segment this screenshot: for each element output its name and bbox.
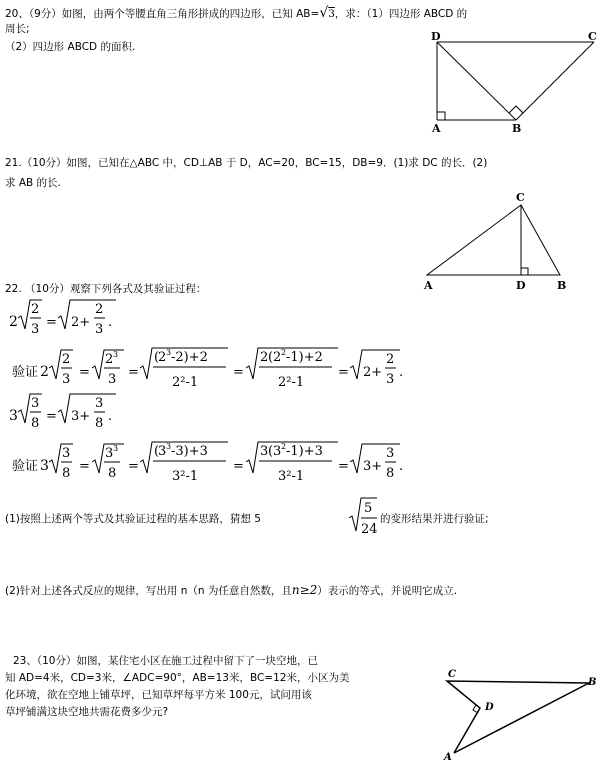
svg-text:3²-1: 3²-1 <box>172 469 199 484</box>
svg-text:3: 3 <box>166 348 172 357</box>
svg-text:(: ( <box>154 444 160 459</box>
svg-text:2: 2 <box>9 314 18 330</box>
svg-text:3: 3 <box>113 350 119 359</box>
svg-text:验证: 验证 <box>12 459 39 474</box>
q22-task1-text-a: (1)按照上述两个等式及其验证过程的基本思路，猜想 5 <box>5 513 261 525</box>
q23-label-c: C <box>448 669 456 680</box>
q21-label-d: D <box>516 279 526 292</box>
svg-text:24: 24 <box>361 522 378 537</box>
q20-label-b: B <box>512 122 522 135</box>
svg-text:2: 2 <box>260 350 269 365</box>
svg-text:3: 3 <box>108 372 117 387</box>
svg-text:8: 8 <box>31 416 40 431</box>
svg-text:2: 2 <box>281 348 287 357</box>
svg-text:.: . <box>399 459 404 474</box>
q23-label-d: D <box>485 702 494 713</box>
svg-text:2: 2 <box>95 302 104 317</box>
q21-line2: 求 AB 的长. <box>5 177 61 189</box>
svg-text:8: 8 <box>386 466 395 481</box>
q21-label-c: C <box>516 191 525 204</box>
svg-text:3: 3 <box>158 444 167 459</box>
q22-intro: 22. （10分）观察下列各式及其验证过程： <box>5 283 207 295</box>
svg-text:=: = <box>128 365 139 380</box>
svg-text:2: 2 <box>158 350 167 365</box>
svg-text:=: = <box>338 365 349 380</box>
svg-text:=: = <box>79 459 90 474</box>
svg-text:=: = <box>338 459 349 474</box>
svg-text:8: 8 <box>95 416 104 431</box>
q23-line3: 化环境，欲在空地上铺草坪，已知草坪每平方米 100元，试问用该 <box>5 689 312 701</box>
svg-text:2: 2 <box>281 442 287 451</box>
q20-line2: 周长; <box>5 23 30 35</box>
svg-text:=: = <box>46 315 57 330</box>
svg-text:8: 8 <box>62 466 71 481</box>
svg-text:-3)+3: -3)+3 <box>171 444 208 459</box>
svg-text:3: 3 <box>260 444 269 459</box>
svg-text:=: = <box>79 365 90 380</box>
svg-text:2: 2 <box>62 352 71 367</box>
svg-text:.: . <box>108 409 113 424</box>
svg-text:3: 3 <box>31 322 40 337</box>
q23-line1: 23、（10分）如图，某住宅小区在施工过程中留下了一块空地，已 <box>13 655 318 667</box>
svg-text:3: 3 <box>95 396 104 411</box>
svg-text:2+: 2+ <box>363 365 383 380</box>
q23-label-b: B <box>588 677 597 688</box>
q21-label-b: B <box>557 279 567 292</box>
svg-text:5: 5 <box>364 501 373 516</box>
svg-text:.: . <box>399 365 404 380</box>
svg-text:2: 2 <box>105 352 114 367</box>
svg-text:=: = <box>128 459 139 474</box>
q20-line1: 20、（9分）如图，由两个等腰直角三角形拼成的四边形，已知 AB=√3，求：（1）四边形 ABCD 的 <box>5 5 468 21</box>
q23-line4: 草坪铺满这块空地共需花费多少元? <box>5 706 169 718</box>
svg-text:2²-1: 2²-1 <box>278 375 305 390</box>
svg-text:3²-1: 3²-1 <box>278 469 305 484</box>
q20-label-a: A <box>432 122 441 135</box>
svg-text:3: 3 <box>31 396 40 411</box>
svg-text:=: = <box>233 365 244 380</box>
svg-text:=: = <box>233 459 244 474</box>
svg-text:-1)+2: -1)+2 <box>286 350 323 365</box>
svg-text:2: 2 <box>31 302 40 317</box>
svg-text:3: 3 <box>386 372 395 387</box>
q22-task1-text-b: 的变形结果并进行验证; <box>380 513 489 525</box>
svg-text:2: 2 <box>386 352 395 367</box>
svg-text:3: 3 <box>40 458 49 474</box>
svg-text:3: 3 <box>62 372 71 387</box>
svg-text:3: 3 <box>9 408 18 424</box>
svg-text:-1)+3: -1)+3 <box>286 444 323 459</box>
svg-text:3: 3 <box>273 444 282 459</box>
svg-text:3: 3 <box>95 322 104 337</box>
svg-text:2²-1: 2²-1 <box>172 375 199 390</box>
q23-label-a: A <box>444 752 452 763</box>
svg-text:-2)+2: -2)+2 <box>171 350 208 365</box>
svg-text:(: ( <box>268 444 274 459</box>
svg-text:3+: 3+ <box>71 409 91 424</box>
svg-text:=: = <box>46 409 57 424</box>
q22-task2: (2)针对上述各式反应的规律，写出用 n（n 为任意自然数，且n≥2）表示的等式，并说明它成立. <box>5 583 458 597</box>
svg-text:(: ( <box>268 350 274 365</box>
svg-text:3: 3 <box>62 446 71 461</box>
q21-label-a: A <box>424 279 433 292</box>
q20-label-c: C <box>588 30 597 43</box>
svg-text:.: . <box>108 315 113 330</box>
svg-text:3: 3 <box>113 444 119 453</box>
svg-text:2: 2 <box>40 364 49 380</box>
svg-text:8: 8 <box>108 466 117 481</box>
q20-label-d: D <box>431 30 441 43</box>
svg-text:验证: 验证 <box>12 365 39 380</box>
svg-text:3: 3 <box>166 442 172 451</box>
svg-text:3: 3 <box>386 446 395 461</box>
svg-text:3: 3 <box>105 446 114 461</box>
svg-text:(: ( <box>154 350 160 365</box>
svg-text:2+: 2+ <box>71 315 91 330</box>
svg-text:3+: 3+ <box>363 459 383 474</box>
q21-line1: 21.（10分）如图，已知在△ABC 中，CD⊥AB 于 D，AC=20，BC=15，DB=9．(1)求 DC 的长．(2) <box>5 157 488 169</box>
q20-line3: （2）四边形 ABCD 的面积. <box>5 41 136 53</box>
q23-line2: 知 AD=4米，CD=3米，∠ADC=90°，AB=13米，BC=12米，小区为美 <box>5 672 350 684</box>
svg-text:2: 2 <box>273 350 282 365</box>
